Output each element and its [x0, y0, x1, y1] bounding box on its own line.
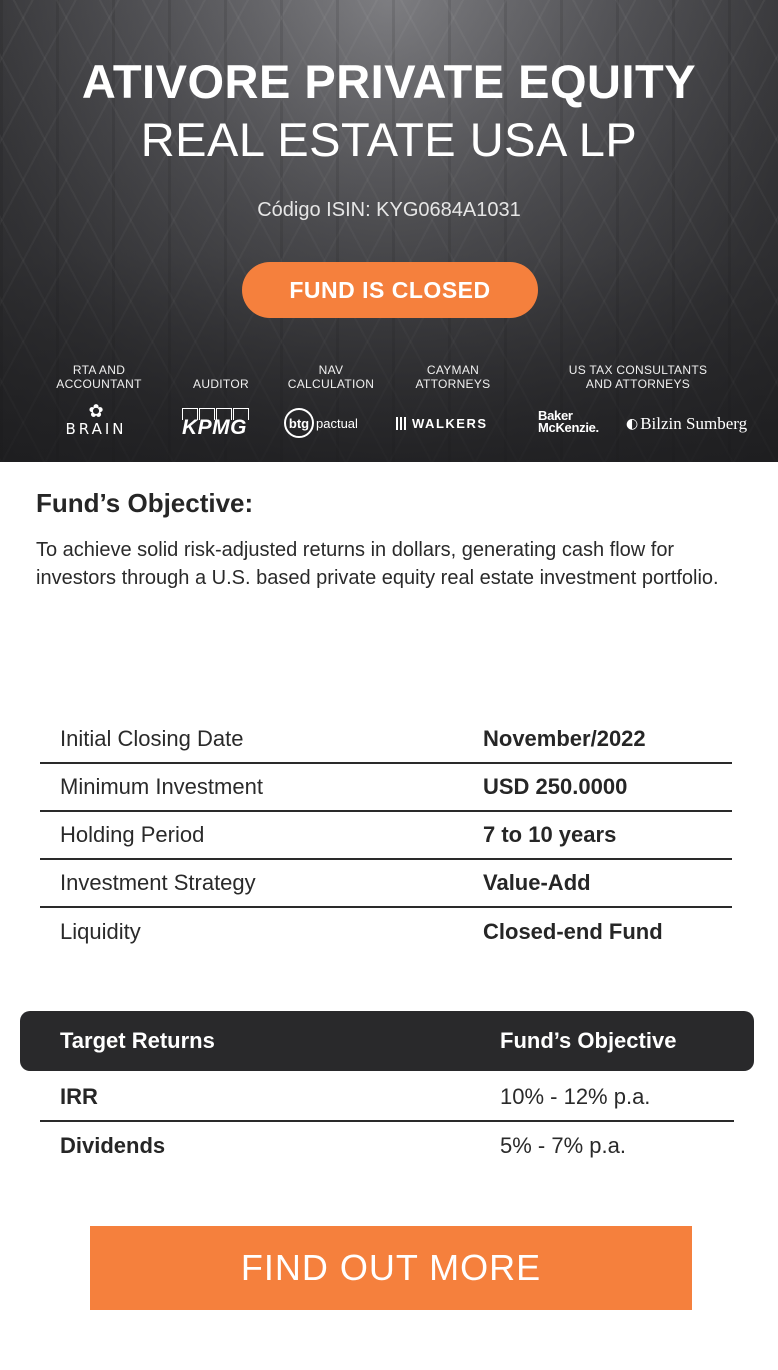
table-row [40, 860, 732, 908]
baker-mckenzie-logo: Baker McKenzie. [538, 408, 599, 435]
table-row [40, 812, 732, 860]
fund-details-table [40, 716, 732, 956]
detail-label: Liquidity [60, 919, 141, 944]
table-row [40, 908, 732, 956]
return-range: 5% - 7% p.a. [500, 1133, 626, 1158]
kpmg-logo: KPMG [182, 408, 254, 438]
walkers-logo: WALKERS [396, 413, 488, 433]
detail-value: Value-Add [483, 870, 591, 895]
find-out-more-button[interactable]: FIND OUT MORE [90, 1226, 692, 1310]
provider-label-nav: NAV CALCULATION [287, 363, 375, 391]
returns-table-header [20, 1011, 754, 1071]
brain-tree-icon: ✿ [88, 401, 104, 421]
detail-label: Initial Closing Date [60, 726, 244, 751]
provider-label-us-tax: US TAX CONSULTANTS AND ATTORNEYS [568, 363, 708, 391]
detail-label: Minimum Investment [60, 774, 263, 799]
fund-status-button[interactable]: FUND IS CLOSED [242, 262, 538, 318]
provider-label-auditor: AUDITOR [193, 377, 249, 391]
provider-label-cayman: CAYMAN ATTORNEYS [415, 363, 491, 391]
brain-logo: ✿ BRAIN [65, 401, 127, 438]
btg-pactual-logo: btg pactual [284, 408, 358, 438]
walkers-bars-icon [396, 417, 406, 430]
returns-header-right: Fund’s Objective [500, 1028, 677, 1053]
detail-value: November/2022 [483, 726, 646, 751]
provider-label-rta: RTA AND ACCOUNTANT [56, 363, 142, 391]
isin-code: Código ISIN: KYG0684A1031 [257, 199, 521, 221]
return-range: 10% - 12% p.a. [500, 1084, 651, 1109]
return-metric: IRR [60, 1084, 98, 1109]
detail-value: Closed-end Fund [483, 919, 663, 944]
table-row [40, 1074, 734, 1122]
objective-heading: Fund’s Objective: [36, 488, 254, 518]
hero-banner [0, 0, 778, 462]
detail-value: 7 to 10 years [483, 822, 617, 847]
table-row [40, 716, 732, 764]
fund-title: ATIVORE PRIVATE EQUITY [81, 55, 697, 108]
table-row [40, 764, 732, 812]
fund-subtitle: REAL ESTATE USA LP [140, 113, 638, 166]
detail-label: Investment Strategy [60, 870, 256, 895]
objective-text: To achieve solid risk-adjusted returns in dollars, generating cash flow for investors through a U.S. based private equity real estate investment portfolio. [36, 539, 719, 589]
return-metric: Dividends [60, 1133, 166, 1158]
detail-label: Holding Period [60, 822, 205, 847]
table-row [40, 1122, 734, 1170]
returns-header-left: Target Returns [60, 1028, 215, 1053]
bilzin-mark-icon: ◐ [626, 416, 639, 432]
bilzin-sumberg-logo: ◐ Bilzin Sumberg [626, 414, 748, 433]
returns-table [40, 1074, 734, 1170]
detail-value: USD 250.0000 [483, 774, 628, 799]
